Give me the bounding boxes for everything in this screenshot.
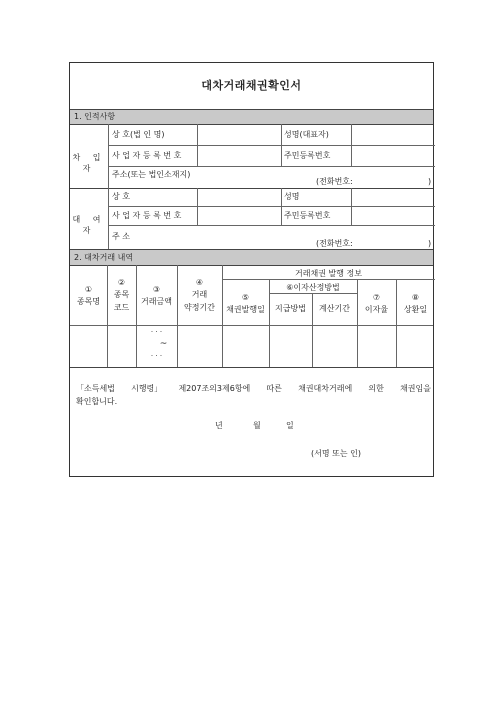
- borrower-resident-no-label: 주민등록번호: [284, 151, 331, 160]
- lender-biz-no-label: 사 업 자 등 록 번 호: [112, 211, 182, 220]
- divider: [108, 124, 109, 188]
- col-rate-header: 이자율: [364, 305, 389, 314]
- confirmation-line-2: 확인합니다.: [76, 397, 118, 406]
- col-repay-date-number: ⑧: [411, 293, 420, 302]
- lender-address-label: 주 소: [112, 232, 130, 241]
- cell-issue-date[interactable]: [223, 326, 268, 366]
- lender-resident-no-field[interactable]: [352, 207, 434, 225]
- confirmation-word: 채권대차거래에: [298, 384, 353, 393]
- col-issue-date-header: 채권발행일: [226, 305, 265, 314]
- col-item-number: ①: [84, 285, 93, 294]
- borrower-label: 차 입 자: [72, 153, 106, 173]
- form-title: 대차거래채권확인서: [201, 79, 302, 92]
- col-amount-header: 거래금액: [141, 297, 172, 306]
- section-personal-info-header: 1. 인적사항: [70, 109, 433, 124]
- col-rate-number: ⑦: [372, 293, 381, 302]
- cell-dots-bottom: · · ·: [150, 352, 163, 360]
- borrower-biz-no-label: 사 업 자 등 록 번 호: [112, 151, 182, 160]
- divider: [269, 293, 357, 294]
- col-amount-number: ③: [152, 285, 161, 294]
- cell-tilde: ~: [159, 339, 168, 349]
- col-code-header-2: 코드: [113, 303, 130, 312]
- col-item-name-header: 종목명: [76, 297, 101, 306]
- confirmation-word: 시행령」: [131, 384, 163, 393]
- col-payment-method-header: 지급방법: [275, 304, 306, 313]
- lender-label: 대 여 자: [72, 215, 106, 235]
- lender-phone-close: ): [428, 239, 432, 248]
- divider: [70, 109, 433, 110]
- col-code-number: ②: [117, 278, 126, 287]
- confirmation-word: 의한: [368, 384, 384, 393]
- cell-payment-method[interactable]: [270, 326, 311, 366]
- section-transaction-header: 2. 대차거래 내역: [70, 250, 433, 265]
- cell-dots-top: · · ·: [150, 328, 163, 336]
- cell-item-name[interactable]: [71, 326, 106, 366]
- signature-label: (서명 또는 인): [311, 449, 361, 458]
- interest-method-header: ⑥이자산정방법: [286, 283, 340, 292]
- lender-name-field[interactable]: [352, 189, 434, 206]
- col-term-header-1: 거래: [191, 290, 208, 299]
- col-term-header-2: 약정기간: [184, 303, 215, 312]
- cell-calc-period[interactable]: [313, 326, 356, 366]
- borrower-company-label: 상 호(법 인 명): [112, 130, 165, 139]
- divider: [70, 367, 433, 368]
- borrower-rep-label: 성명(대표자): [284, 130, 329, 139]
- col-issue-date-number: ⑤: [241, 293, 250, 302]
- cell-rate[interactable]: [358, 326, 395, 366]
- confirmation-line-1: [76, 384, 431, 394]
- col-term-number: ④: [195, 278, 204, 287]
- date-year-label: 년: [215, 421, 223, 430]
- confirmation-word: 채권임을: [400, 384, 431, 393]
- col-repay-date-header: 상환일: [403, 305, 428, 314]
- confirmation-word: 「소득세법: [76, 384, 115, 393]
- lender-resident-no-label: 주민등록번호: [284, 211, 331, 220]
- col-code-header-1: 종목: [113, 290, 130, 299]
- divider: [281, 124, 282, 166]
- borrower-resident-no-field[interactable]: [352, 146, 434, 166]
- lender-company-field[interactable]: [198, 189, 280, 206]
- certificate-form: [69, 62, 434, 477]
- confirmation-word: 따른: [266, 384, 282, 393]
- divider: [281, 188, 282, 225]
- divider: [70, 265, 433, 266]
- cell-item-code[interactable]: [108, 326, 135, 366]
- borrower-company-field[interactable]: [198, 125, 280, 145]
- date-day-label: 일: [286, 421, 294, 430]
- lender-phone-label: (전화번호:: [316, 239, 353, 248]
- lender-biz-no-field[interactable]: [198, 207, 280, 225]
- lender-name-label: 성명: [284, 192, 300, 201]
- borrower-phone-label: (전화번호:: [316, 177, 353, 186]
- borrower-rep-field[interactable]: [352, 125, 434, 145]
- divider: [222, 279, 435, 280]
- lender-company-label: 상 호: [112, 192, 130, 201]
- divider: [108, 188, 109, 249]
- cell-term[interactable]: [178, 326, 221, 366]
- date-month-label: 월: [253, 421, 261, 430]
- cell-repay-date[interactable]: [397, 326, 434, 366]
- col-calc-period-header: 계산기간: [319, 304, 350, 313]
- confirmation-word: 제207조의3제6항에: [178, 384, 251, 393]
- borrower-biz-no-field[interactable]: [198, 146, 280, 166]
- borrower-phone-close: ): [428, 177, 432, 186]
- issue-info-group-header: 거래채권 발행 정보: [295, 269, 362, 278]
- borrower-address-label: 주소(또는 법인소재지): [112, 170, 191, 179]
